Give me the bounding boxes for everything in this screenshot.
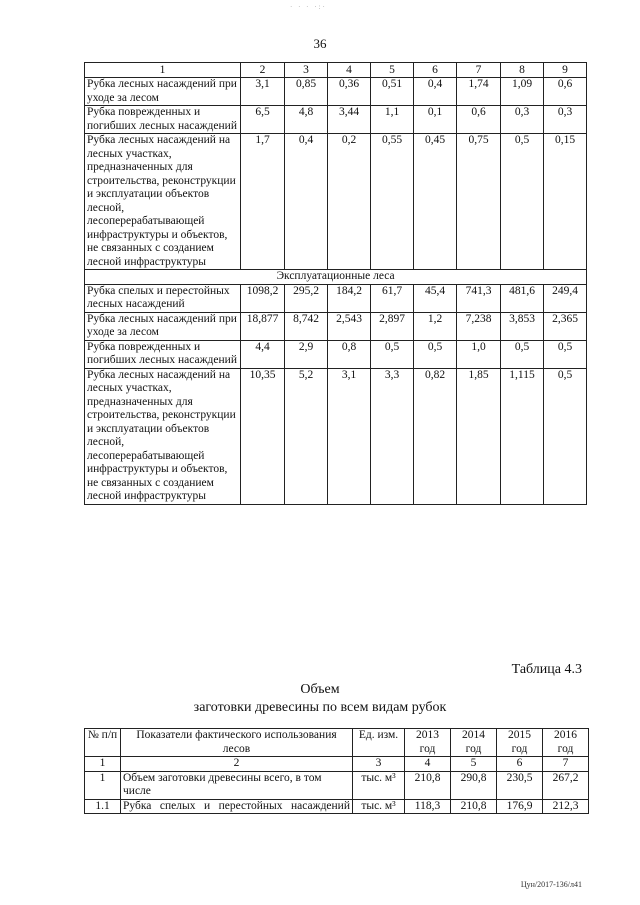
cell-value: 176,9	[497, 799, 543, 814]
cell-value: 0,36	[328, 78, 371, 106]
cell-value: 1,74	[457, 78, 501, 106]
cell-value: 3,853	[501, 312, 544, 340]
cell-value: 0,55	[371, 134, 414, 270]
cell-value: 0,75	[457, 134, 501, 270]
cell-value: 0,51	[371, 78, 414, 106]
cell-value: 1098,2	[241, 284, 285, 312]
column-number: 5	[451, 757, 497, 772]
column-header: № п/п	[85, 729, 121, 757]
cell-value: 118,3	[405, 799, 451, 814]
cell-value: 0,82	[414, 368, 457, 504]
cell-value: 3,1	[328, 368, 371, 504]
cell-value: 1,115	[501, 368, 544, 504]
table-title: Объем	[300, 682, 340, 697]
table-row	[85, 771, 589, 799]
unit: тыс. м³	[353, 799, 405, 814]
cell-value: 0,85	[285, 78, 328, 106]
column-header: 2015 год	[497, 729, 543, 757]
cell-value: 0,45	[414, 134, 457, 270]
table-row	[85, 312, 587, 340]
table-row	[85, 340, 587, 368]
cell-value: 1,1	[371, 106, 414, 134]
cell-value: 481,6	[501, 284, 544, 312]
cell-value: 0,4	[285, 134, 328, 270]
cell-value: 61,7	[371, 284, 414, 312]
scan-mark: · · · ·:·	[290, 3, 327, 11]
cell-value: 230,5	[497, 771, 543, 799]
logging-volume-table	[84, 62, 587, 505]
cell-value: 212,3	[543, 799, 589, 814]
cell-value: 0,1	[414, 106, 457, 134]
cell-value: 741,3	[457, 284, 501, 312]
row-label: Рубка лесных насаждений при уходе за лесом	[85, 312, 241, 340]
row-number: 1	[85, 771, 121, 799]
cell-value: 3,1	[241, 78, 285, 106]
column-number: 8	[501, 63, 544, 78]
section-label: Эксплуатационные леса	[85, 270, 587, 285]
cell-value: 45,4	[414, 284, 457, 312]
cell-value: 2,365	[544, 312, 587, 340]
table-subtitle: заготовки древесины по всем видам рубок	[193, 700, 447, 715]
column-number-row	[85, 757, 589, 772]
row-number: 1.1	[85, 799, 121, 814]
cell-value: 10,35	[241, 368, 285, 504]
cell-value: 0,5	[371, 340, 414, 368]
document-code: Цун/2017-136/л41	[520, 880, 582, 889]
column-number: 4	[328, 63, 371, 78]
cell-value: 0,8	[328, 340, 371, 368]
table-number-label: Таблица 4.3	[511, 662, 582, 677]
column-number: 3	[353, 757, 405, 772]
cell-value: 0,2	[328, 134, 371, 270]
cell-value: 2,543	[328, 312, 371, 340]
column-number: 2	[241, 63, 285, 78]
cell-value: 210,8	[451, 799, 497, 814]
unit: тыс. м³	[353, 771, 405, 799]
column-number: 3	[285, 63, 328, 78]
cell-value: 0,3	[544, 106, 587, 134]
cell-value: 0,5	[544, 368, 587, 504]
cell-value: 0,3	[501, 106, 544, 134]
row-label: Объем заготовки древесины всего, в том числе	[121, 771, 353, 799]
column-number: 7	[457, 63, 501, 78]
cell-value: 7,238	[457, 312, 501, 340]
cell-value: 0,4	[414, 78, 457, 106]
row-label: Рубка лесных насаждений на лесных участках, предназначенных для строительства, реконструкции и эксплуатации объектов лесной, лесоперерабатывающей инфраструктуры и объектов, не связанных с созданием лесной инфраструктуры	[85, 368, 241, 504]
section-row	[85, 270, 587, 285]
cell-value: 0,5	[544, 340, 587, 368]
cell-value: 0,5	[501, 340, 544, 368]
column-header: 2016 год	[543, 729, 589, 757]
page-number: 36	[313, 36, 327, 51]
cell-value: 267,2	[543, 771, 589, 799]
cell-value: 1,0	[457, 340, 501, 368]
cell-value: 6,5	[241, 106, 285, 134]
cell-value: 1,85	[457, 368, 501, 504]
cell-value: 5,2	[285, 368, 328, 504]
cell-value: 8,742	[285, 312, 328, 340]
cell-value: 295,2	[285, 284, 328, 312]
cell-value: 18,877	[241, 312, 285, 340]
column-number: 1	[85, 63, 241, 78]
row-label: Рубка поврежденных и погибших лесных насаждений	[85, 106, 241, 134]
column-number: 5	[371, 63, 414, 78]
table-row	[85, 106, 587, 134]
row-label: Рубка спелых и перестойных лесных насаждений	[85, 284, 241, 312]
column-header: Показатели фактического использования лесов	[121, 729, 353, 757]
cell-value: 1,2	[414, 312, 457, 340]
row-label: Рубка поврежденных и погибших лесных насаждений	[85, 340, 241, 368]
column-number: 7	[543, 757, 589, 772]
cell-value: 0,6	[457, 106, 501, 134]
header-row	[85, 729, 589, 757]
cell-value: 0,5	[414, 340, 457, 368]
cell-value: 184,2	[328, 284, 371, 312]
row-label: Рубка лесных насаждений при уходе за лесом	[85, 78, 241, 106]
cell-value: 0,15	[544, 134, 587, 270]
table-row	[85, 368, 587, 504]
cell-value: 3,44	[328, 106, 371, 134]
column-number: 1	[85, 757, 121, 772]
column-number: 2	[121, 757, 353, 772]
cell-value: 0,6	[544, 78, 587, 106]
cell-value: 0,5	[501, 134, 544, 270]
table-row	[85, 284, 587, 312]
row-label: Рубка лесных насаждений на лесных участках, предназначенных для строительства, реконструкции и эксплуатации объектов лесной, лесоперерабатывающей инфраструктуры и объектов, не связанных с созданием лесной инфраструктуры	[85, 134, 241, 270]
column-number: 4	[405, 757, 451, 772]
cell-value: 3,3	[371, 368, 414, 504]
harvest-volume-table	[84, 728, 589, 814]
column-number: 6	[497, 757, 543, 772]
cell-value: 4,4	[241, 340, 285, 368]
column-number-row	[85, 63, 587, 78]
cell-value: 290,8	[451, 771, 497, 799]
cell-value: 2,897	[371, 312, 414, 340]
table-row	[85, 78, 587, 106]
row-label: Рубка спелых и перестойных насаждений	[121, 799, 353, 814]
cell-value: 2,9	[285, 340, 328, 368]
table-row	[85, 134, 587, 270]
column-number: 9	[544, 63, 587, 78]
cell-value: 249,4	[544, 284, 587, 312]
table-row	[85, 799, 589, 814]
cell-value: 4,8	[285, 106, 328, 134]
column-number: 6	[414, 63, 457, 78]
cell-value: 210,8	[405, 771, 451, 799]
column-header: 2013 год	[405, 729, 451, 757]
cell-value: 1,09	[501, 78, 544, 106]
column-header: 2014 год	[451, 729, 497, 757]
cell-value: 1,7	[241, 134, 285, 270]
column-header: Ед. изм.	[353, 729, 405, 757]
